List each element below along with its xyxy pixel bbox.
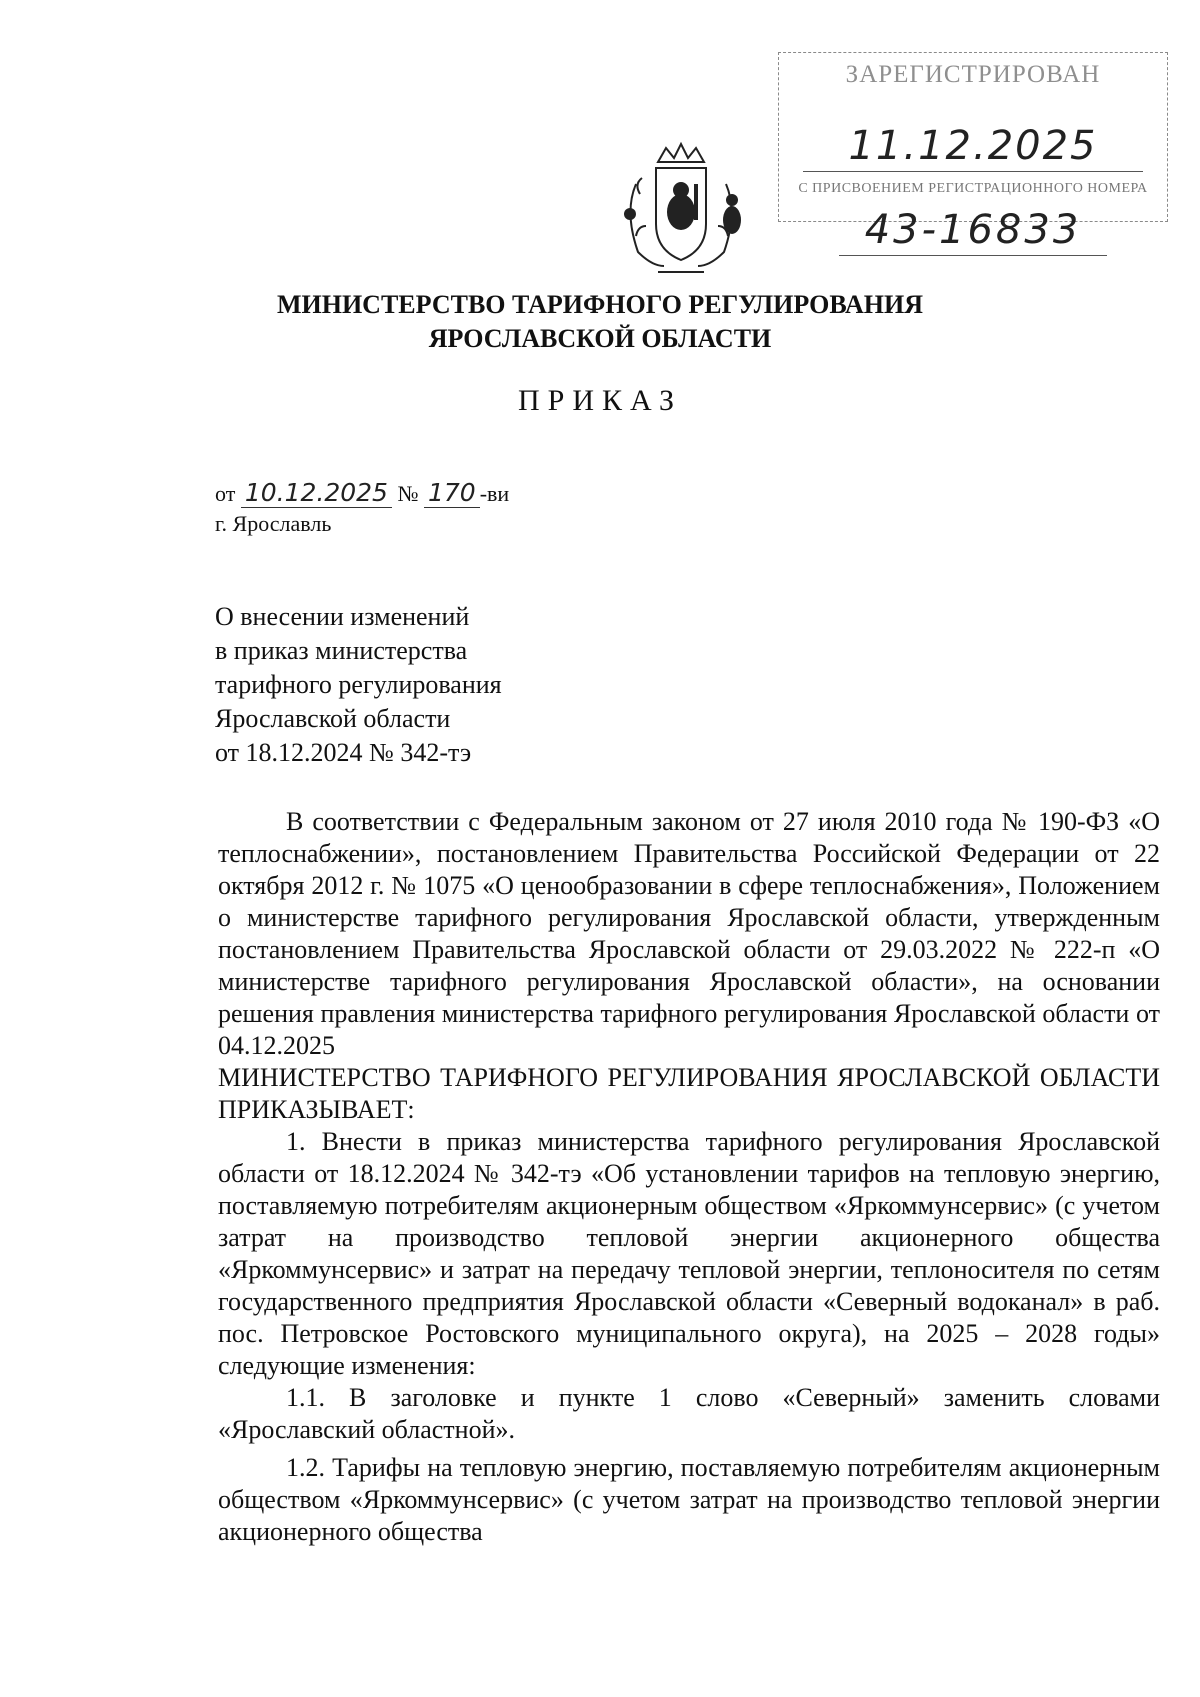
order-body xyxy=(218,806,1160,1548)
registration-stamp xyxy=(778,52,1168,253)
stamp-divider xyxy=(839,255,1107,256)
ministry-line: МИНИСТЕРСТВО ТАРИФНОГО РЕГУЛИРОВАНИЯ xyxy=(276,290,924,319)
stamp-number: 43-16833 xyxy=(864,207,1082,253)
order-number: 170 xyxy=(424,478,480,508)
yaroslavl-coat-of-arms-icon xyxy=(606,134,756,284)
stamp-subtitle: С ПРИСВОЕНИЕМ РЕГИСТРАЦИОННОГО НОМЕРА xyxy=(798,181,1148,196)
from-label: от xyxy=(215,481,236,506)
directive-paragraph: МИНИСТЕРСТВО ТАРИФНОГО РЕГУЛИРОВАНИЯ ЯРОСЛАВСКОЙ ОБЛАСТИ ПРИКАЗЫВАЕТ: xyxy=(218,1063,1160,1124)
order-subject xyxy=(215,600,502,770)
order-suffix: -ви xyxy=(479,481,510,506)
subject-line: в приказ министерства xyxy=(215,636,468,665)
item-1-2-paragraph: 1.2. Тарифы на тепловую энергию, поставляемую потребителям акционерным обществом «Яркоммунсервис» (с учетом затрат на производство тепловой энергии акционерного общества xyxy=(218,1453,1160,1546)
subject-line: О внесении изменений xyxy=(215,602,470,631)
item-1-paragraph: 1. Внести в приказ министерства тарифного регулирования Ярославской области от 18.12.2024 № 342-тэ «Об установлении тарифов на тепловую энергию, поставляемую потребителям акционерным обществом «Яркоммунсервис» (с учетом затрат на производство тепловой энергии акционерного общества «Яркоммунсервис» и затрат на передачу тепловой энергии, теплоносителя по сетям государственного предприятия Ярославской области «Северный водоканал» в раб. пос. Петровское Ростовского муниципального округа), на 2025 – 2028 годы» следующие изменения: xyxy=(218,1127,1160,1380)
order-meta xyxy=(215,478,509,539)
order-city: г. Ярославль xyxy=(215,511,332,536)
order-date-line xyxy=(215,478,509,509)
number-label: № xyxy=(397,481,419,506)
preamble-paragraph: В соответствии с Федеральным законом от 27 июля 2010 года № 190-ФЗ «О теплоснабжении», постановлением Правительства Российской Федерации от 22 октября 2012 г. № 1075 «О ценообразовании в сфере теплоснабжения», Положением о министерстве тарифного регулирования Ярославской области, утвержденным постановлением Правительства Ярославской области от 29.03.2022 № 222-п «О министерстве тарифного регулирования Ярославской области», на основании решения правления министерства тарифного регулирования Ярославской области от 04.12.2025 xyxy=(218,807,1160,1060)
stamp-date: 11.12.2025 xyxy=(848,123,1098,169)
subject-line: Ярославской области xyxy=(215,704,451,733)
stamp-divider xyxy=(803,171,1143,172)
order-title: ПРИКАЗ xyxy=(518,384,682,417)
subject-line: тарифного регулирования xyxy=(215,670,502,699)
item-1-1-paragraph: 1.1. В заголовке и пункте 1 слово «Северный» заменить словами «Ярославский областной». xyxy=(218,1383,1160,1444)
stamp-title: ЗАРЕГИСТРИРОВАН xyxy=(845,61,1101,88)
subject-line: от 18.12.2024 № 342-тэ xyxy=(215,738,472,767)
order-date: 10.12.2025 xyxy=(241,478,392,508)
ministry-line: ЯРОСЛАВСКОЙ ОБЛАСТИ xyxy=(428,324,772,353)
ministry-heading xyxy=(200,288,1000,356)
